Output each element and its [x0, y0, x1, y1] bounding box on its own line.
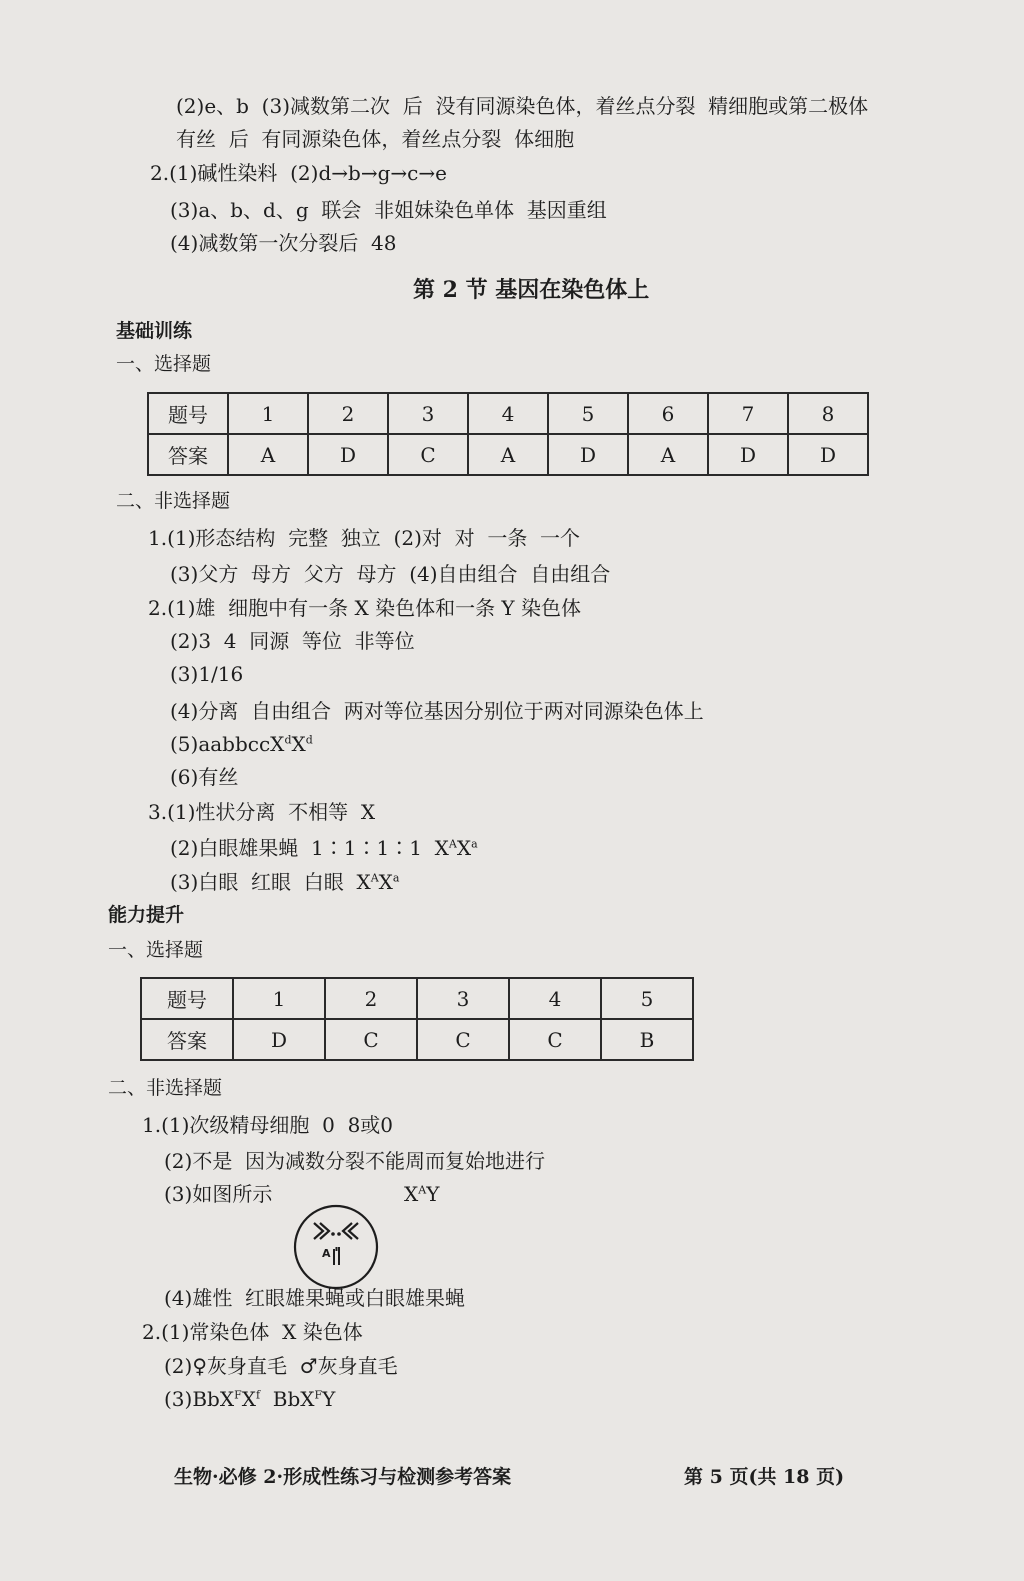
genotype-superscript: F: [314, 1388, 323, 1402]
table-row-numbers: [141, 978, 693, 1019]
question-number: 8: [788, 393, 868, 434]
basic-q3-line-2: [170, 834, 478, 862]
genotype-text: X: [456, 836, 472, 860]
question-number: 5: [548, 393, 628, 434]
basic-q1-line-1: 1.(1)形态结构 完整 独立 (2)对 对 一条 一个: [148, 526, 581, 550]
answer-cell: A: [468, 434, 548, 475]
question-number: 5: [601, 978, 693, 1019]
answer-cell: C: [388, 434, 468, 475]
basic-q2-line-2: (2)3 4 同源 等位 非等位: [170, 629, 415, 653]
question-number: 1: [228, 393, 308, 434]
question-number: 4: [509, 978, 601, 1019]
prev-q2-line-2: (3)a、b、d、g 联会 非姐妹染色单体 基因重组: [170, 198, 607, 222]
answer-cell: D: [548, 434, 628, 475]
basic-q2-line-4: (4)分离 自由组合 两对等位基因分别位于两对同源染色体上: [170, 699, 704, 723]
cell-chromosome-diagram: [292, 1203, 380, 1291]
genotype-text: Y: [322, 1387, 336, 1411]
advanced-q2-line-3: [164, 1385, 335, 1413]
answer-cell: C: [417, 1019, 509, 1060]
footer-book-title: 生物·必修 2·形成性练习与检测参考答案: [174, 1466, 512, 1488]
basic-q2-line-3: (3)1/16: [170, 662, 244, 686]
row-label-answer: 答案: [148, 434, 228, 475]
question-number: 1: [233, 978, 325, 1019]
basic-answer-table: [147, 392, 869, 476]
advanced-answer-table: [140, 977, 694, 1061]
allele-label: A: [322, 1247, 331, 1260]
basic-q3-line-1: 3.(1)性状分离 不相等 X: [148, 800, 376, 824]
genotype-text: (3)BbX: [164, 1387, 235, 1411]
advanced-q2-line-2: (2)♀灰身直毛 ♂灰身直毛: [164, 1354, 398, 1378]
basic-training-heading: 基础训练: [116, 320, 193, 342]
prev-answer-line-1: (2)e、b (3)减数第二次 后 没有同源染色体，着丝点分裂 精细胞或第二极体: [176, 94, 869, 118]
basic-choice-heading: 一、选择题: [116, 353, 212, 375]
prev-q2-line-1: 2.(1)碱性染料 (2)d→b→g→c→e: [150, 161, 447, 185]
basic-q2-line-1: 2.(1)雄 细胞中有一条 X 染色体和一条 Y 染色体: [148, 596, 581, 620]
advanced-q1-genotype: [404, 1180, 439, 1208]
advanced-q1-line-3: (3)如图所示: [164, 1182, 273, 1206]
genotype-superscript: F: [234, 1388, 242, 1402]
genotype-superscript: a: [471, 837, 478, 851]
genotype-text: X: [241, 1387, 256, 1411]
prev-q2-line-3: (4)减数第一次分裂后 48: [170, 231, 397, 255]
row-label-answer: 答案: [141, 1019, 233, 1060]
genotype-superscript: d: [305, 733, 313, 747]
genotype-text: (3)白眼 红眼 白眼 X: [170, 870, 371, 894]
advanced-q2-line-1: 2.(1)常染色体 X 染色体: [142, 1320, 363, 1344]
row-label-number: 题号: [141, 978, 233, 1019]
chromosome-pair-left: [314, 1223, 329, 1239]
genotype-text: Y: [426, 1182, 440, 1206]
genotype-superscript: d: [284, 733, 292, 747]
prev-answer-line-2: 有丝 后 有同源染色体，着丝点分裂 体细胞: [176, 127, 575, 151]
question-number: 4: [468, 393, 548, 434]
footer-page-number: 第 5 页(共 18 页): [684, 1466, 845, 1488]
question-number: 6: [628, 393, 708, 434]
table-row-numbers: [148, 393, 868, 434]
advanced-q1-line-1: 1.(1)次级精母细胞 0 8或0: [142, 1113, 394, 1137]
genotype-text: X: [378, 870, 393, 894]
basic-q2-line-6: (6)有丝: [170, 765, 239, 789]
question-number: 2: [308, 393, 388, 434]
advanced-q1-line-2: (2)不是 因为减数分裂不能周而复始地进行: [164, 1149, 546, 1173]
answer-cell: D: [708, 434, 788, 475]
genotype-superscript: f: [255, 1388, 261, 1402]
genotype-superscript: A: [370, 871, 379, 885]
answer-cell: B: [601, 1019, 693, 1060]
question-number: 3: [388, 393, 468, 434]
question-number: 7: [708, 393, 788, 434]
answer-cell: D: [233, 1019, 325, 1060]
ability-heading: 能力提升: [108, 904, 185, 926]
answer-cell: C: [509, 1019, 601, 1060]
centromere-dot: [337, 1232, 341, 1236]
basic-q1-line-2: (3)父方 母方 父方 母方 (4)自由组合 自由组合: [170, 562, 611, 586]
basic-nonchoice-heading: 二、非选择题: [116, 490, 231, 512]
answer-cell: D: [788, 434, 868, 475]
genotype-text: (5)aabbccX: [170, 732, 285, 756]
answer-cell: D: [308, 434, 388, 475]
advanced-choice-heading: 一、选择题: [108, 939, 204, 961]
section-title: 第 2 节 基因在染色体上: [413, 277, 650, 303]
answer-cell: C: [325, 1019, 417, 1060]
answer-cell: A: [228, 434, 308, 475]
genotype-superscript: A: [448, 837, 457, 851]
advanced-q1-line-4: (4)雄性 红眼雄果蝇或白眼雄果蝇: [164, 1286, 466, 1310]
sex-chromosome-pair: [334, 1247, 339, 1265]
genotype-text: X: [291, 732, 306, 756]
genotype-superscript: a: [392, 871, 400, 885]
genotype-superscript: A: [418, 1183, 427, 1197]
answer-cell: A: [628, 434, 708, 475]
question-number: 2: [325, 978, 417, 1019]
basic-q2-line-5: [170, 730, 313, 758]
chromosome-pair-right: [343, 1223, 358, 1239]
centromere-dot: [331, 1232, 335, 1236]
table-row-answers: [141, 1019, 693, 1060]
genotype-text: BbX: [260, 1387, 315, 1411]
row-label-number: 题号: [148, 393, 228, 434]
table-row-answers: [148, 434, 868, 475]
genotype-text: X: [404, 1182, 419, 1206]
basic-q3-line-3: [170, 868, 399, 896]
question-number: 3: [417, 978, 509, 1019]
genotype-text: (2)白眼雄果蝇 1∶1∶1∶1 X: [170, 836, 449, 860]
advanced-nonchoice-heading: 二、非选择题: [108, 1077, 223, 1099]
